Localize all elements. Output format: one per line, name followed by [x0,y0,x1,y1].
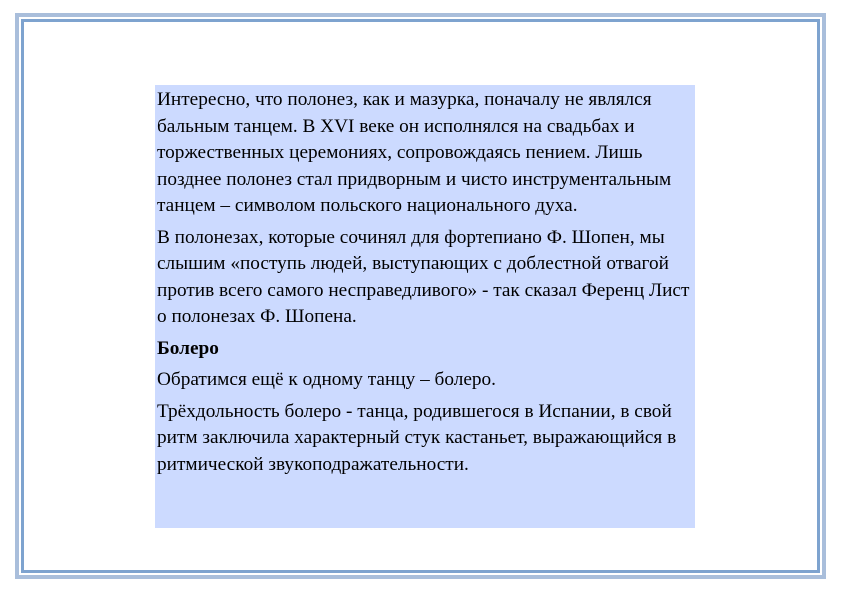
paragraph-bolero-intro: Обратимся ещё к одному танцу – болеро. [157,369,497,390]
heading-bolero: Болеро [157,337,219,359]
paragraph-bolero-rhythm: Трёхдольность болеро - танца, родившегося в Испании, в свой ритм заключила характерный стук кастаньет, выражающийся в ритмической звукоподражательности. [157,400,677,475]
paragraph-chopin-polonaises: В полонезах, которые сочинял для фортепиано Ф. Шопен, мы слышим «поступь людей, выступающих с доблестной отвагой против всего самого несправедливого» - так сказал Ференц Лист о полонезах Ф. Шопена. [157,226,690,327]
paragraph-polonaise-history: Интересно, что полонез, как и мазурка, поначалу не являлся бальным танцем. В XVI веке он исполнялся на свадьбах и торжественных церемониях, сопровождаясь пением. Лишь позднее полонез стал придворным и чисто инструментальным танцем – символом польского национального духа. [157,89,672,216]
text-box[interactable] [155,85,695,528]
